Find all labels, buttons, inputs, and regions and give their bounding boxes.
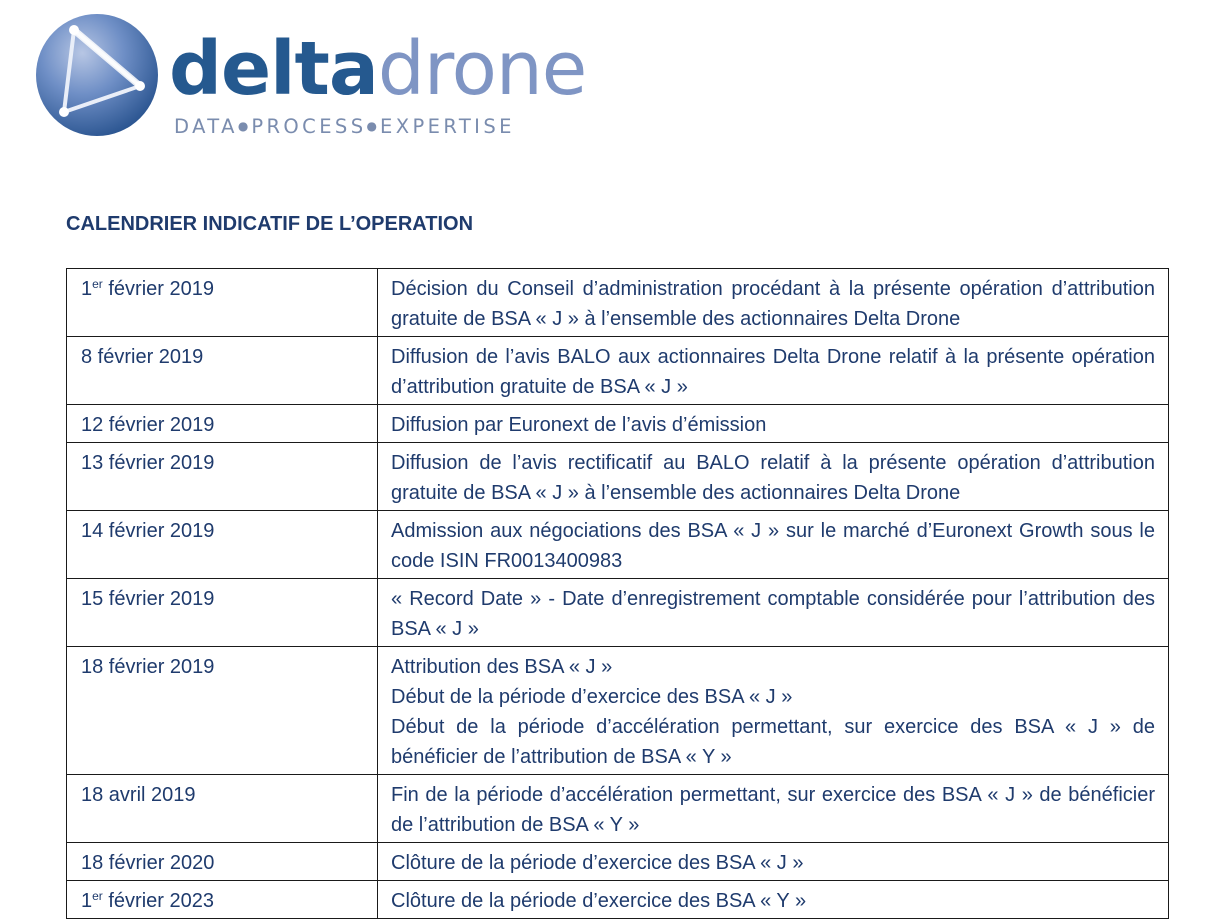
brand-name-light: drone <box>377 26 587 112</box>
company-logo <box>34 12 587 142</box>
description-cell <box>378 511 1169 579</box>
brand-name-bold: delta <box>169 26 378 112</box>
date-day: 1 <box>81 890 93 912</box>
date-cell <box>67 269 378 337</box>
bullet-separator-icon: ● <box>366 119 377 133</box>
bullet-separator-icon: ● <box>237 119 249 133</box>
schedule-table-body <box>67 269 1169 919</box>
date-month-year: février 2019 <box>102 278 214 300</box>
description-cell <box>378 775 1169 843</box>
date-cell <box>67 579 378 647</box>
table-row <box>67 511 1169 579</box>
date-text: 13 février 2019 <box>81 452 215 474</box>
description-cell <box>378 881 1169 919</box>
date-text: 8 février 2019 <box>81 346 204 368</box>
description-text: Diffusion par Euronext de l’avis d’émission <box>391 414 767 436</box>
tagline-word: EXPERTISE <box>379 115 515 138</box>
table-row <box>67 443 1169 511</box>
description-text: Attribution des BSA « J » <box>391 656 613 678</box>
date-day: 1 <box>81 278 93 300</box>
date-ordinal-suffix: er <box>92 889 103 903</box>
date-cell <box>67 511 378 579</box>
description-cell <box>378 443 1169 511</box>
date-cell <box>67 405 378 443</box>
description-text: Diffusion de l’avis BALO aux actionnaires Delta Drone relatif à la présente opération d’attribution gratuite de BSA « J » <box>391 346 1155 398</box>
date-text: 18 février 2020 <box>81 852 215 874</box>
tagline-word: DATA <box>174 115 238 138</box>
table-row <box>67 405 1169 443</box>
date-ordinal-suffix: er <box>92 277 103 291</box>
description-cell <box>378 269 1169 337</box>
description-cell <box>378 337 1169 405</box>
brand-wordmark <box>169 26 587 112</box>
tagline-word: PROCESS <box>251 115 367 138</box>
brand-tagline <box>174 115 515 138</box>
date-cell <box>67 443 378 511</box>
description-text: Diffusion de l’avis rectificatif au BALO relatif à la présente opération d’attribution gratuite de BSA « J » à l’ensemble des actionnaires Delta Drone <box>391 452 1155 504</box>
globe-logo-icon <box>34 12 160 138</box>
description-cell <box>378 405 1169 443</box>
date-cell <box>67 647 378 775</box>
date-text: 12 février 2019 <box>81 414 215 436</box>
description-text: Décision du Conseil d’administration procédant à la présente opération d’attribution gratuite de BSA « J » à l’ensemble des actionnaires Delta Drone <box>391 278 1155 330</box>
description-text: Début de la période d’exercice des BSA « J » <box>391 686 793 708</box>
table-row <box>67 843 1169 881</box>
description-text: Clôture de la période d’exercice des BSA « Y » <box>391 890 807 912</box>
description-text: Fin de la période d’accélération permettant, sur exercice des BSA « J » de bénéficier de l’attribution de BSA « Y » <box>391 784 1155 836</box>
date-month-year: février 2023 <box>102 890 214 912</box>
date-cell <box>67 843 378 881</box>
description-cell <box>378 647 1169 775</box>
schedule-table <box>66 268 1169 919</box>
table-row <box>67 337 1169 405</box>
date-cell <box>67 775 378 843</box>
date-text: 18 avril 2019 <box>81 784 196 806</box>
date-cell <box>67 337 378 405</box>
date-text: 14 février 2019 <box>81 520 215 542</box>
description-text: Admission aux négociations des BSA « J » sur le marché d’Euronext Growth sous le code ISIN FR0013400983 <box>391 520 1155 572</box>
description-text: « Record Date » - Date d’enregistrement comptable considérée pour l’attribution des BSA « J » <box>391 588 1155 640</box>
table-row <box>67 881 1169 919</box>
table-row <box>67 269 1169 337</box>
document-heading: CALENDRIER INDICATIF DE L’OPERATION <box>66 213 474 235</box>
date-text: 15 février 2019 <box>81 588 215 610</box>
description-text: Début de la période d’accélération permettant, sur exercice des BSA « J » de bénéficier de l’attribution de BSA « Y » <box>391 716 1155 768</box>
description-text: Clôture de la période d’exercice des BSA « J » <box>391 852 804 874</box>
table-row <box>67 775 1169 843</box>
description-cell <box>378 843 1169 881</box>
table-row <box>67 647 1169 775</box>
description-cell <box>378 579 1169 647</box>
date-cell <box>67 881 378 919</box>
date-text: 18 février 2019 <box>81 656 215 678</box>
table-row <box>67 579 1169 647</box>
